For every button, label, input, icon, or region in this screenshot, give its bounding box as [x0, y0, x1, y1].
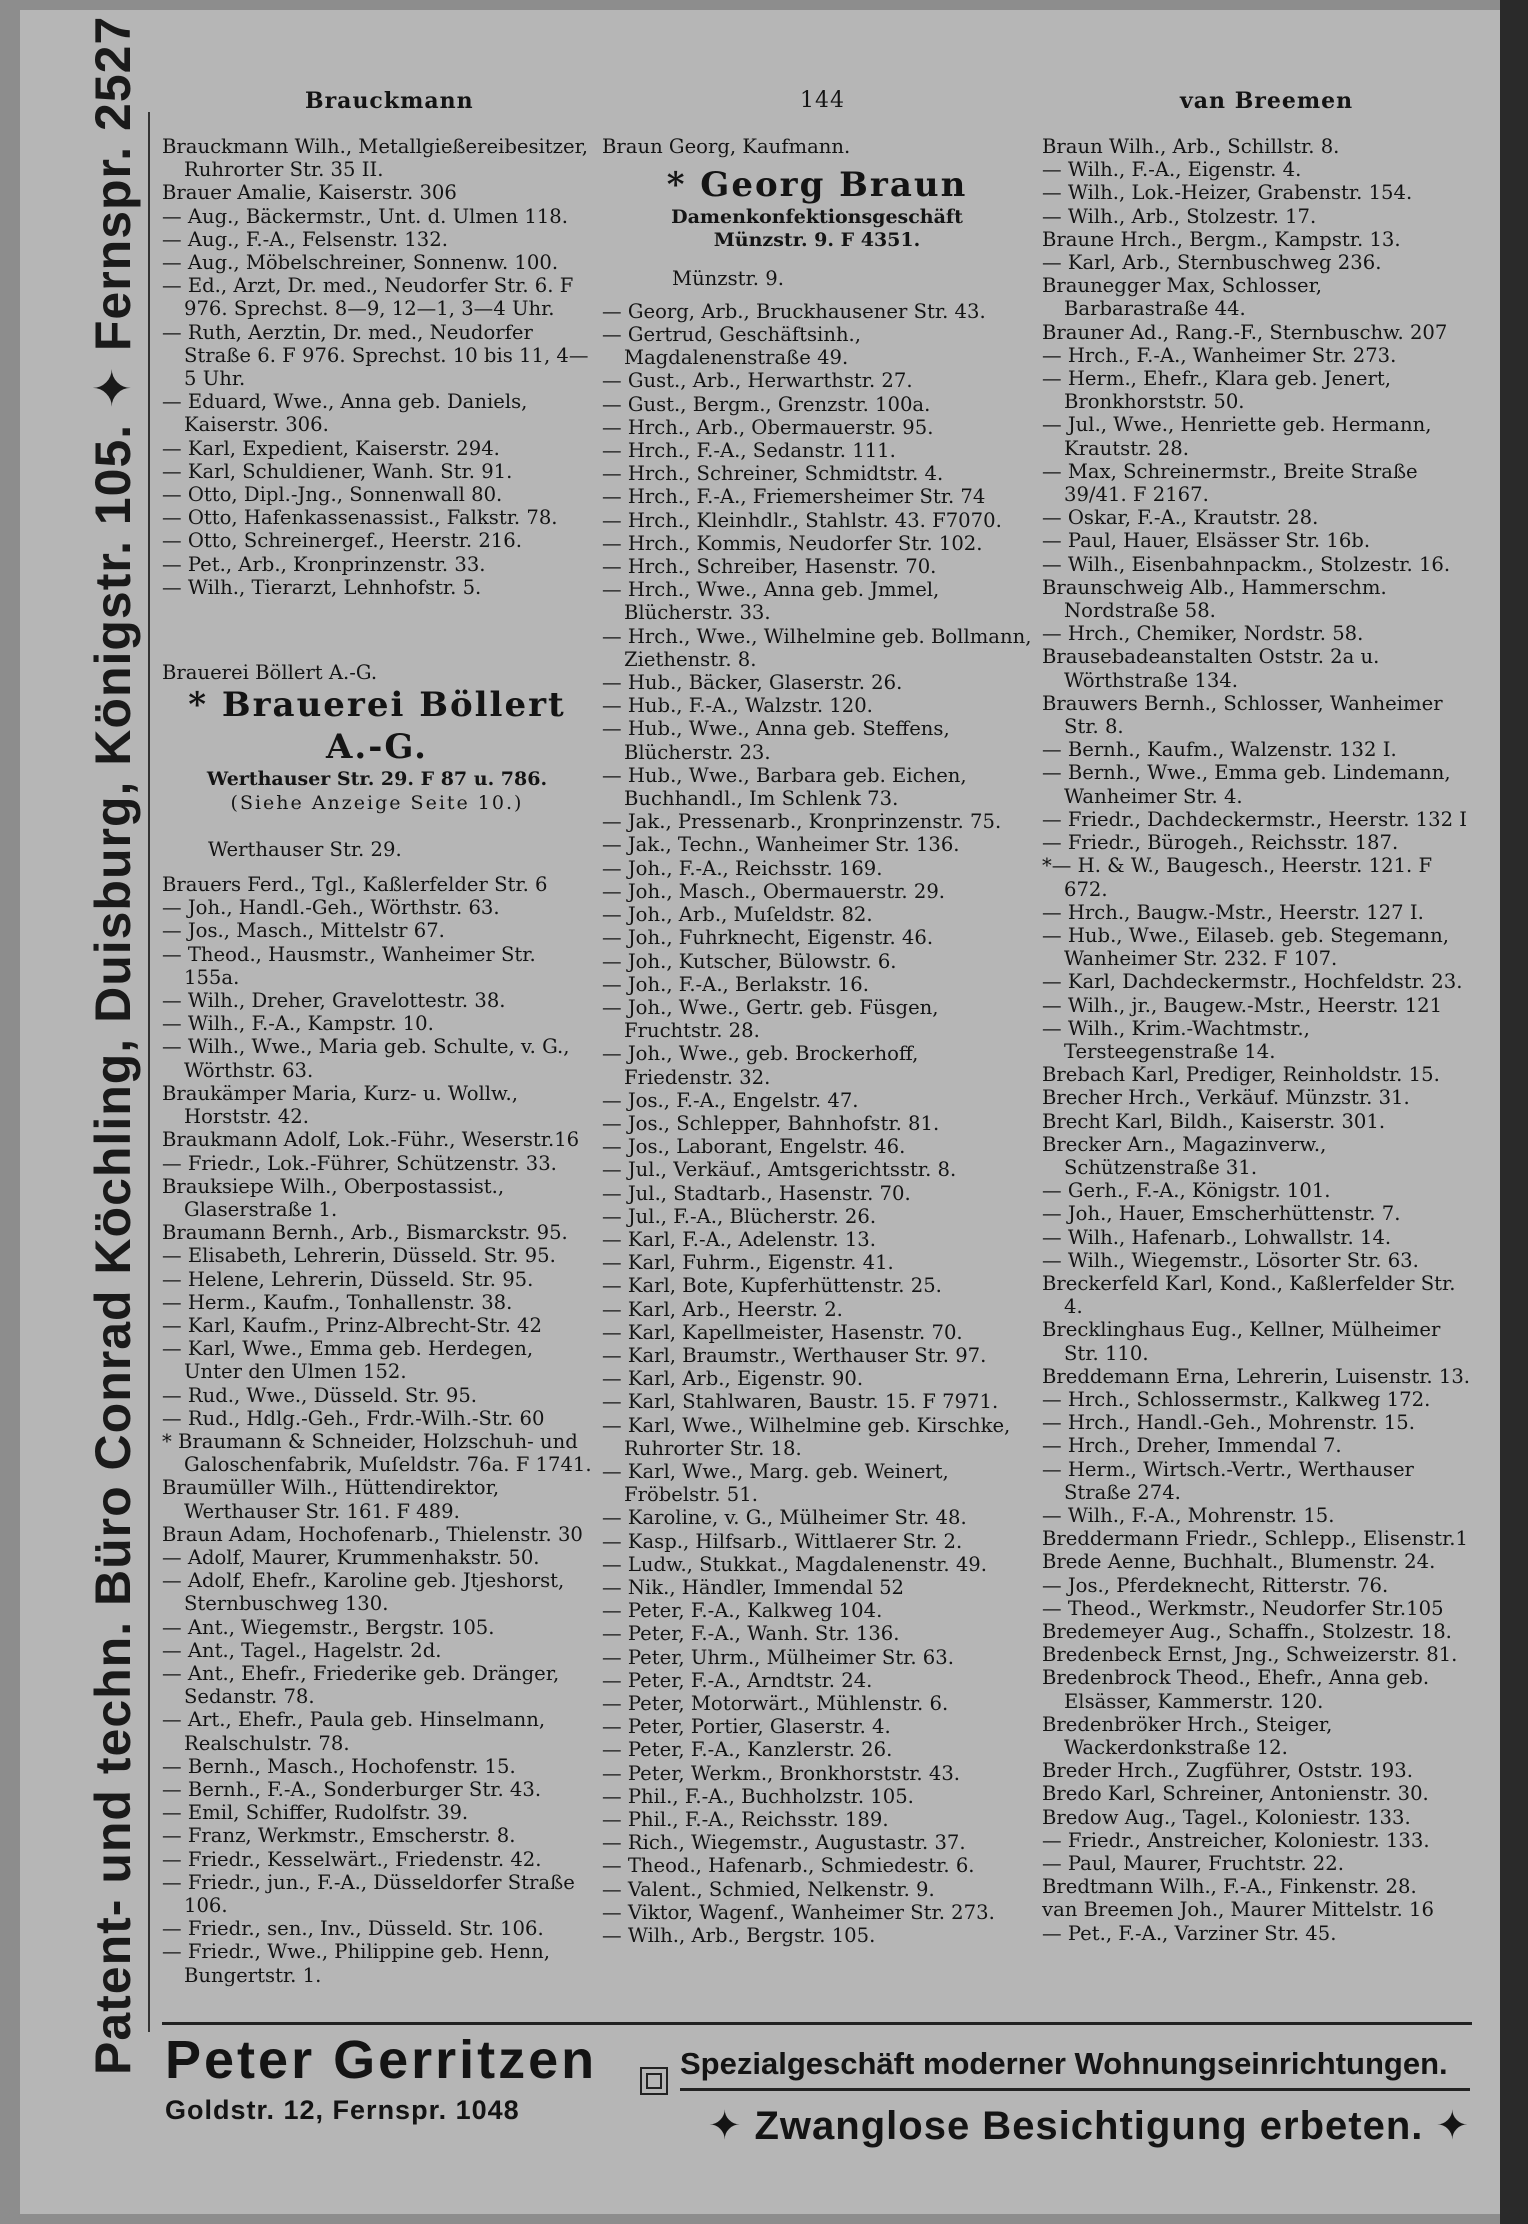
brauerei-ad-line3: Werthauser Str. 29. [208, 837, 402, 861]
directory-entry: — Theod., Werkmstr., Neudorfer Str.105 [1042, 1596, 1444, 1620]
directory-entry: — Wilh., F.-A., Mohrenstr. 15. [1042, 1503, 1335, 1527]
directory-entry: — Paul, Hauer, Elsässer Str. 16b. [1042, 529, 1371, 553]
directory-entry: — Hrch., Arb., Obermauerstr. 95. [602, 415, 934, 439]
directory-entry: — Peter, F.-A., Kanzlerstr. 26. [602, 1738, 893, 1762]
directory-entry: — Karl, Braumstr., Werthauser Str. 97. [602, 1343, 987, 1367]
directory-entry: — Ed., Arzt, Dr. med., Neudorfer Str. 6. F 976. Sprechst. 8—9, 12—1, 3—4 Uhr. [162, 274, 574, 321]
advertisement-rule [162, 2022, 1472, 2025]
directory-entry: Bredenbröker Hrch., Steiger, Wackerdonkstraße 12. [1042, 1712, 1333, 1760]
directory-entry: — Nik., Händler, Immendal 52 [602, 1575, 905, 1599]
directory-entry: — Hrch., Kommis, Neudorfer Str. 102. [602, 531, 983, 555]
advertisement-slogan [680, 2040, 1470, 2161]
directory-entry: — Aug., F.-A., Felsenstr. 132. [162, 227, 448, 251]
directory-entry: — Hrch., Kleinhdlr., Stahlstr. 43. F7070. [602, 508, 1002, 532]
directory-entry: Brauwers Bernh., Schlosser, Wanheimer Str. 8. [1042, 691, 1443, 739]
directory-entry: Brauksiepe Wilh., Oberpostassist., Glaserstraße 1. [162, 1174, 505, 1221]
directory-entry: — Paul, Maurer, Fruchtstr. 22. [1042, 1852, 1344, 1876]
directory-entry: — Karl, Schuldiener, Wanh. Str. 91. [162, 459, 513, 483]
directory-entry: — Friedr., Wwe., Philippine geb. Henn, Bungertstr. 1. [162, 1940, 550, 1987]
directory-entry: — Adolf, Ehefr., Karoline geb. Jtjeshorst, Sternbuschweg 130. [162, 1569, 565, 1616]
directory-entry: — Aug., Bäckermstr., Unt. d. Ulmen 118. [162, 204, 569, 228]
directory-entry: Braun Wilh., Arb., Schillstr. 8. [1042, 135, 1340, 158]
sidebar-rule [148, 112, 150, 2032]
directory-entry: — Otto, Hafenkassenassist., Falkstr. 78. [162, 506, 558, 530]
braun-ad-line2: Münzstr. 9. F 4351. [713, 229, 921, 252]
directory-entry: — Friedr., Bürogeh., Reichsstr. 187. [1042, 831, 1399, 855]
directory-entry: — Hrch., F.-A., Sedanstr. 111. [602, 439, 896, 463]
directory-entry: — Hub., Wwe., Eilaseb. geb. Stegemann, Wanheimer Str. 232. F 107. [1042, 923, 1450, 971]
directory-entry: — Bernh., Kaufm., Walzenstr. 132 I. [1042, 738, 1397, 762]
directory-entry: — Karl, Arb., Sternbuschweg 236. [1042, 251, 1382, 275]
directory-entry: — Joh., Kutscher, Bülowstr. 6. [602, 949, 897, 973]
directory-entry: Brauckmann Wilh., Metallgießereibesitzer, Ruhrorter Str. 35 II. [162, 135, 589, 182]
directory-entry: — Gertrud, Geschäftsinh., Magdalenenstraße 49. [602, 323, 862, 370]
directory-entry: Breder Hrch., Zugführer, Oststr. 193. [1042, 1759, 1413, 1783]
directory-entry: — Gust., Bergm., Grenzstr. 100a. [602, 392, 931, 416]
directory-entry: — Phil., F.-A., Reichsstr. 189. [602, 1808, 889, 1832]
directory-entry: van Breemen Joh., Maurer Mittelstr. 16 [1042, 1898, 1434, 1922]
directory-entry: — Peter, F.-A., Wanh. Str. 136. [602, 1622, 900, 1646]
directory-entry: — Hub., F.-A., Walzstr. 120. [602, 694, 873, 718]
directory-entry: Brauerei Böllert A.-G. [162, 661, 378, 685]
directory-entry: — Friedr., Dachdeckermstr., Heerstr. 132 I [1042, 807, 1468, 831]
brauerei-ad-line2: (Siehe Anzeige Seite 10.) [230, 791, 524, 814]
directory-entry: Brebach Karl, Prediger, Reinholdstr. 15. [1042, 1063, 1440, 1087]
directory-entry: — Friedr., jun., F.-A., Düsseldorfer Straße 106. [162, 1870, 575, 1917]
book-spine-shadow [1500, 0, 1528, 2224]
directory-entry: — Karl, Bote, Kupferhüttenstr. 25. [602, 1274, 942, 1298]
directory-entry: — Wilh., Arb., Stolzestr. 17. [1042, 204, 1317, 228]
column-3-entries [1042, 135, 1472, 1945]
directory-entry: — Karl, Dachdeckermstr., Hochfeldstr. 23. [1042, 970, 1463, 994]
ad-ornament-icon [640, 2067, 668, 2095]
directory-entry: — Joh., F.-A., Berlakstr. 16. [602, 972, 869, 996]
directory-entry: — Rich., Wiegemstr., Augustastr. 37. [602, 1831, 966, 1855]
directory-entry: — Karl, Wwe., Emma geb. Herdegen, Unter den Ulmen 152. [162, 1337, 534, 1384]
directory-entry: Bredenbeck Ernst, Jng., Schweizerstr. 81. [1042, 1643, 1458, 1667]
directory-entry: * Braumann & Schneider, Holzschuh- und Galoschenfabrik, Muſeldstr. 76a. F 1741. [162, 1429, 592, 1477]
directory-entry: — Wilh., Wiegemstr., Lösorter Str. 63. [1042, 1248, 1419, 1272]
directory-entry: — Herm., Ehefr., Klara geb. Jenert, Bronkhorststr. 50. [1042, 367, 1391, 414]
directory-entry: — Friedr., Lok.-Führer, Schützenstr. 33. [162, 1151, 557, 1175]
ad-slogan-line1: Spezialgeschäft moderner Wohnungseinrichtungen. [680, 2040, 1470, 2091]
directory-entry: — Jos., Pferdeknecht, Ritterstr. 76. [1042, 1573, 1389, 1597]
directory-entry: — Jak., Pressenarb., Kronprinzenstr. 75. [602, 810, 1002, 834]
directory-entry: — Wilh., F.-A., Kampstr. 10. [162, 1012, 434, 1036]
directory-entry: — Gust., Arb., Herwarthstr. 27. [602, 369, 913, 393]
directory-entry: — Joh., Wwe., Gertr. geb. Füsgen, Fruchtstr. 28. [602, 995, 939, 1043]
directory-entry: — Peter, Portier, Glaserstr. 4. [602, 1715, 891, 1739]
directory-entry: — Hrch., Wwe., Wilhelmine geb. Bollmann, Ziethenstr. 8. [602, 624, 1032, 671]
directory-entry: — Hrch., Handl.-Geh., Mohrenstr. 15. [1042, 1411, 1415, 1435]
braun-ad-line1: Damenkonfektionsgeschäft [671, 206, 963, 229]
directory-entry: — Theod., Hausmstr., Wanheimer Str. 155a. [162, 942, 536, 989]
directory-entry: — Karoline, v. G., Mülheimer Str. 48. [602, 1506, 967, 1530]
directory-entry: — Friedr., Anstreicher, Koloniestr. 133. [1042, 1828, 1430, 1852]
braun-ad-title: * Georg Braun [666, 165, 968, 206]
directory-entry: — Kasp., Hilfsarb., Wittlaerer Str. 2. [602, 1529, 963, 1553]
directory-entry: — Rud., Hdlg.-Geh., Frdr.-Wilh.-Str. 60 [162, 1406, 545, 1430]
directory-entry: — Joh., F.-A., Reichsstr. 169. [602, 856, 883, 880]
directory-entry: — Peter, F.-A., Kalkweg 104. [602, 1599, 883, 1623]
directory-entry: Braumüller Wilh., Hüttendirektor, Werthauser Str. 161. F 489. [162, 1476, 500, 1523]
directory-entry: — Karl, Kapellmeister, Hasenstr. 70. [602, 1320, 963, 1344]
directory-entry: — Wilh., F.-A., Eigenstr. 4. [1042, 158, 1302, 182]
entry-braun-georg: Braun Georg, Kaufmann. [602, 135, 851, 158]
directory-entry: — Wilh., jr., Baugew.-Mstr., Heerstr. 121 [1042, 993, 1443, 1017]
directory-entry: Brausebadeanstalten Oststr. 2a u. Wörthstraße 134. [1042, 645, 1380, 692]
directory-entry: — Theod., Hafenarb., Schmiedestr. 6. [602, 1854, 975, 1878]
directory-entry: — Hrch., Schreiber, Hasenstr. 70. [602, 555, 937, 579]
column-2-entries [602, 300, 1032, 1947]
directory-entry: — Jul., Verkäuf., Amtsgerichtsstr. 8. [602, 1158, 957, 1182]
directory-entry: — Peter, Uhrm., Mülheimer Str. 63. [602, 1645, 954, 1669]
directory-entry: — Otto, Schreinergef., Heerstr. 216. [162, 529, 522, 553]
directory-entry: — Adolf, Maurer, Krummenhakstr. 50. [162, 1545, 540, 1569]
directory-entry: Brauer Amalie, Kaiserstr. 306 [162, 181, 457, 205]
directory-entry: — Max, Schreinermstr., Breite Straße 39/41. F 2167. [1042, 459, 1418, 507]
directory-entry: — Ant., Tagel., Hagelstr. 2d. [162, 1638, 442, 1662]
directory-entry: — Friedr., sen., Inv., Düsseld. Str. 106. [162, 1917, 544, 1941]
directory-entry: Breckerfeld Karl, Kond., Kaßlerfelder Str. 4. [1042, 1271, 1456, 1319]
directory-entry: Braumann Bernh., Arb., Bismarckstr. 95. [162, 1221, 568, 1245]
directory-entry: — Karl, Fuhrm., Eigenstr. 41. [602, 1251, 894, 1275]
directory-entry: — Ant., Ehefr., Friederike geb. Dränger, Sedanstr. 78. [162, 1661, 560, 1709]
directory-entry: — Hrch., F.-A., Friemersheimer Str. 74 [602, 485, 986, 509]
directory-entry: — Hrch., F.-A., Wanheimer Str. 273. [1042, 343, 1397, 367]
directory-entry: — Eduard, Wwe., Anna geb. Daniels, Kaiserstr. 306. [162, 390, 528, 437]
directory-entry: — Joh., Wwe., geb. Brockerhoff, Friedenstr. 32. [602, 1042, 919, 1089]
directory-entry: — Joh., Arb., Muſeldstr. 82. [602, 903, 873, 927]
directory-entry: — Jos., F.-A., Engelstr. 47. [602, 1088, 859, 1112]
directory-entry: — Otto, Dipl.-Jng., Sonnenwall 80. [162, 483, 503, 507]
directory-entry: — Viktor, Wagenf., Wanheimer Str. 273. [602, 1900, 995, 1924]
directory-entry: Bredenbrock Theod., Ehefr., Anna geb. Elsässer, Kammerstr. 120. [1042, 1666, 1430, 1713]
directory-entry: — Jul., Stadtarb., Hasenstr. 70. [602, 1181, 911, 1205]
directory-entry: — Hrch., Chemiker, Nordstr. 58. [1042, 622, 1364, 646]
column-2 [602, 135, 1032, 1947]
column-1-entries-continued [162, 873, 592, 1987]
directory-entry: Braunschweig Alb., Hammerschm. Nordstraße 58. [1042, 575, 1387, 623]
brauerei-ad-title: * Brauerei Böllert A.-G. [188, 685, 566, 768]
directory-entry: — Franz, Werkmstr., Emscherstr. 8. [162, 1824, 516, 1848]
directory-entry: Braukämper Maria, Kurz- u. Wollw., Horststr. 42. [162, 1081, 518, 1129]
directory-entry: — Herm., Kaufm., Tonhallenstr. 38. [162, 1290, 513, 1314]
directory-entry: — Hrch., Dreher, Immendal 7. [1042, 1434, 1342, 1458]
directory-entry: — Wilh., Hafenarb., Lohwallstr. 14. [1042, 1225, 1392, 1249]
directory-entry: — Karl, F.-A., Adelenstr. 13. [602, 1227, 876, 1251]
directory-entry: Brauers Ferd., Tgl., Kaßlerfelder Str. 6 [162, 873, 548, 897]
directory-entry: — Joh., Fuhrknecht, Eigenstr. 46. [602, 926, 934, 950]
directory-entry: Brauner Ad., Rang.-F., Sternbuschw. 207 [1042, 320, 1448, 344]
page-number: 144 [800, 88, 845, 113]
directory-entry: — Hrch., Baugw.-Mstr., Heerstr. 127 I. [1042, 900, 1424, 924]
directory-entry: — Hrch., Schreiner, Schmidtstr. 4. [602, 462, 944, 486]
directory-entry: — Jak., Techn., Wanheimer Str. 136. [602, 833, 960, 857]
directory-entry: — Pet., F.-A., Varziner Str. 45. [1042, 1921, 1337, 1945]
directory-entry: — Peter, Motorwärt., Mühlenstr. 6. [602, 1692, 949, 1715]
directory-entry: — Karl, Stahlwaren, Baustr. 15. F 7971. [602, 1390, 999, 1414]
directory-entry: — Bernh., F.-A., Sonderburger Str. 43. [162, 1777, 542, 1801]
directory-entry: Brecht Karl, Bildh., Kaiserstr. 301. [1042, 1109, 1386, 1133]
header-left-keyword: Brauckmann [305, 88, 474, 114]
directory-entry: — Helene, Lehrerin, Düsseld. Str. 95. [162, 1267, 534, 1291]
header-right-keyword: van Breemen [1180, 88, 1354, 114]
directory-entry: — Karl, Wwe., Marg. geb. Weinert, Fröbelstr. 51. [602, 1459, 949, 1507]
directory-entry: — Wilh., Lok.-Heizer, Grabenstr. 154. [1042, 181, 1413, 205]
directory-entry: — Friedr., Kesselwärt., Friedenstr. 42. [162, 1847, 542, 1871]
directory-entry: Brede Aenne, Buchhalt., Blumenstr. 24. [1042, 1550, 1436, 1574]
directory-entry: — Gerh., F.-A., Königstr. 101. [1042, 1179, 1331, 1203]
directory-entry: — Joh., Handl.-Geh., Wörthstr. 63. [162, 896, 500, 920]
directory-entry: — Hub., Bäcker, Glaserstr. 26. [602, 671, 903, 695]
directory-entry: Brecklinghaus Eug., Kellner, Mülheimer Str. 110. [1042, 1318, 1441, 1365]
directory-entry: — Karl, Arb., Eigenstr. 90. [602, 1367, 864, 1391]
directory-entry: — Hrch., Schlossermstr., Kalkweg 172. [1042, 1387, 1431, 1411]
directory-entry: — Peter, F.-A., Arndtstr. 24. [602, 1668, 873, 1692]
column-3 [1042, 135, 1472, 1945]
directory-entry: — Karl, Expedient, Kaiserstr. 294. [162, 436, 500, 460]
advertisement-gerritzen [165, 2030, 635, 2130]
directory-entry: — Emil, Schiffer, Rudolfstr. 39. [162, 1801, 469, 1825]
braun-ad-line3: Münzstr. 9. [672, 266, 784, 290]
column-1 [162, 135, 592, 1987]
spacer [162, 619, 592, 642]
directory-entry: Braunegger Max, Schlosser, Barbarastraße 44. [1042, 274, 1323, 321]
directory-entry: — Aug., Möbelschreiner, Sonnenw. 100. [162, 251, 559, 275]
ad-slogan-line2: ✦ Zwanglose Besichtigung erbeten. ✦ [707, 2104, 1470, 2148]
directory-entry: — Wilh., Wwe., Maria geb. Schulte, v. G., Wörthstr. 63. [162, 1035, 570, 1082]
directory-entry: *— H. & W., Baugesch., Heerstr. 121. F 672. [1042, 854, 1433, 901]
directory-entry: — Jul., F.-A., Blücherstr. 26. [602, 1204, 877, 1228]
ad-company-address: Goldstr. 12, Fernspr. 1048 [165, 2095, 520, 2125]
directory-entry: Breddemann Erna, Lehrerin, Luisenstr. 13. [1042, 1364, 1471, 1388]
directory-entry: — Elisabeth, Lehrerin, Düsseld. Str. 95. [162, 1244, 556, 1268]
directory-entry: — Wilh., Dreher, Gravelottestr. 38. [162, 989, 506, 1013]
directory-entry: Braune Hrch., Bergm., Kampstr. 13. [1042, 227, 1401, 251]
directory-entry: — Art., Ehefr., Paula geb. Hinselmann, Realschulstr. 78. [162, 1708, 546, 1755]
directory-entry: — Herm., Wirtsch.-Vertr., Werthauser Straße 274. [1042, 1457, 1414, 1504]
directory-entry: — Hrch., Wwe., Anna geb. Jmmel, Blücherstr. 33. [602, 578, 940, 625]
directory-entry: — Karl, Wwe., Wilhelmine geb. Kirschke, Ruhrorter Str. 18. [602, 1413, 1011, 1460]
directory-entry: — Joh., Hauer, Emscherhüttenstr. 7. [1042, 1202, 1401, 1226]
directory-entry: Bredo Karl, Schreiner, Antonienstr. 30. [1042, 1782, 1429, 1806]
directory-entry: — Wilh., Krim.-Wachtmstr., Tersteegenstraße 14. [1042, 1016, 1310, 1063]
directory-entry: — Wilh., Eisenbahnpackm., Stolzestr. 16. [1042, 552, 1451, 576]
directory-entry: Breddermann Friedr., Schlepp., Elisenstr.1 [1042, 1527, 1468, 1551]
directory-entry: Brecker Arn., Magazinverw., Schützenstraße 31. [1042, 1132, 1327, 1179]
directory-entry: — Hub., Wwe., Anna geb. Steffens, Blücherstr. 23. [602, 717, 950, 764]
directory-entry: Bredemeyer Aug., Schaffn., Stolzestr. 18. [1042, 1620, 1452, 1643]
directory-entry: — Jul., Wwe., Henriette geb. Hermann, Krautstr. 28. [1042, 413, 1432, 460]
directory-entry: Brecher Hrch., Verkäuf. Münzstr. 31. [1042, 1086, 1410, 1110]
directory-entry: Bredtmann Wilh., F.-A., Finkenstr. 28. [1042, 1875, 1417, 1899]
directory-entry: — Hub., Wwe., Barbara geb. Eichen, Buchhandl., Im Schlenk 73. [602, 763, 967, 811]
ad-company-name: Peter Gerritzen [165, 2030, 598, 2090]
directory-entry: — Karl, Kaufm., Prinz-Albrecht-Str. 42 [162, 1313, 542, 1337]
directory-entry: — Bernh., Masch., Hochofenstr. 15. [162, 1754, 516, 1778]
directory-entry: Bredow Aug., Tagel., Koloniestr. 133. [1042, 1805, 1411, 1829]
column-1-entries [162, 135, 592, 684]
directory-entry: — Pet., Arb., Kronprinzenstr. 33. [162, 552, 486, 576]
directory-entry: — Wilh., Tierarzt, Lehnhofstr. 5. [162, 575, 482, 599]
directory-entry: Braun Adam, Hochofenarb., Thielenstr. 30 [162, 1522, 583, 1546]
directory-entry: — Jos., Masch., Mittelstr 67. [162, 919, 445, 943]
directory-entry: — Bernh., Wwe., Emma geb. Lindemann, Wanheimer Str. 4. [1042, 761, 1451, 808]
directory-entry: — Jos., Laborant, Engelstr. 46. [602, 1135, 906, 1159]
directory-entry: — Valent., Schmied, Nelkenstr. 9. [602, 1877, 935, 1901]
directory-entry: — Joh., Masch., Obermauerstr. 29. [602, 879, 946, 903]
directory-entry: — Georg, Arb., Bruckhausener Str. 43. [602, 299, 986, 323]
directory-entry: — Ant., Wiegemstr., Bergstr. 105. [162, 1615, 495, 1639]
vertical-advertisement: Patent- und techn. Büro Conrad Köchling, Duisburg, Königstr. 105. ✦ Fernspr. 2527 [85, 15, 141, 2075]
directory-entry: — Jos., Schlepper, Bahnhofstr. 81. [602, 1111, 940, 1135]
directory-entry: — Ludw., Stukkat., Magdalenenstr. 49. [602, 1552, 987, 1576]
brauerei-ad-line1: Werthauser Str. 29. F 87 u. 786. [206, 768, 548, 791]
directory-entry: — Oskar, F.-A., Krautstr. 28. [1042, 506, 1319, 530]
directory-entry: — Wilh., Arb., Bergstr. 105. [602, 1924, 876, 1948]
directory-entry: — Phil., F.-A., Buchholzstr. 105. [602, 1784, 914, 1808]
directory-entry: — Peter, Werkm., Bronkhorststr. 43. [602, 1761, 961, 1785]
directory-entry: — Ruth, Aerztin, Dr. med., Neudorfer Straße 6. F 976. Sprechst. 10 bis 11, 4—5 Uhr. [162, 320, 589, 391]
directory-entry: — Rud., Wwe., Düsseld. Str. 95. [162, 1383, 478, 1407]
directory-entry: Braukmann Adolf, Lok.-Führ., Weserstr.16 [162, 1128, 580, 1152]
directory-entry: — Karl, Arb., Heerstr. 2. [602, 1297, 843, 1321]
